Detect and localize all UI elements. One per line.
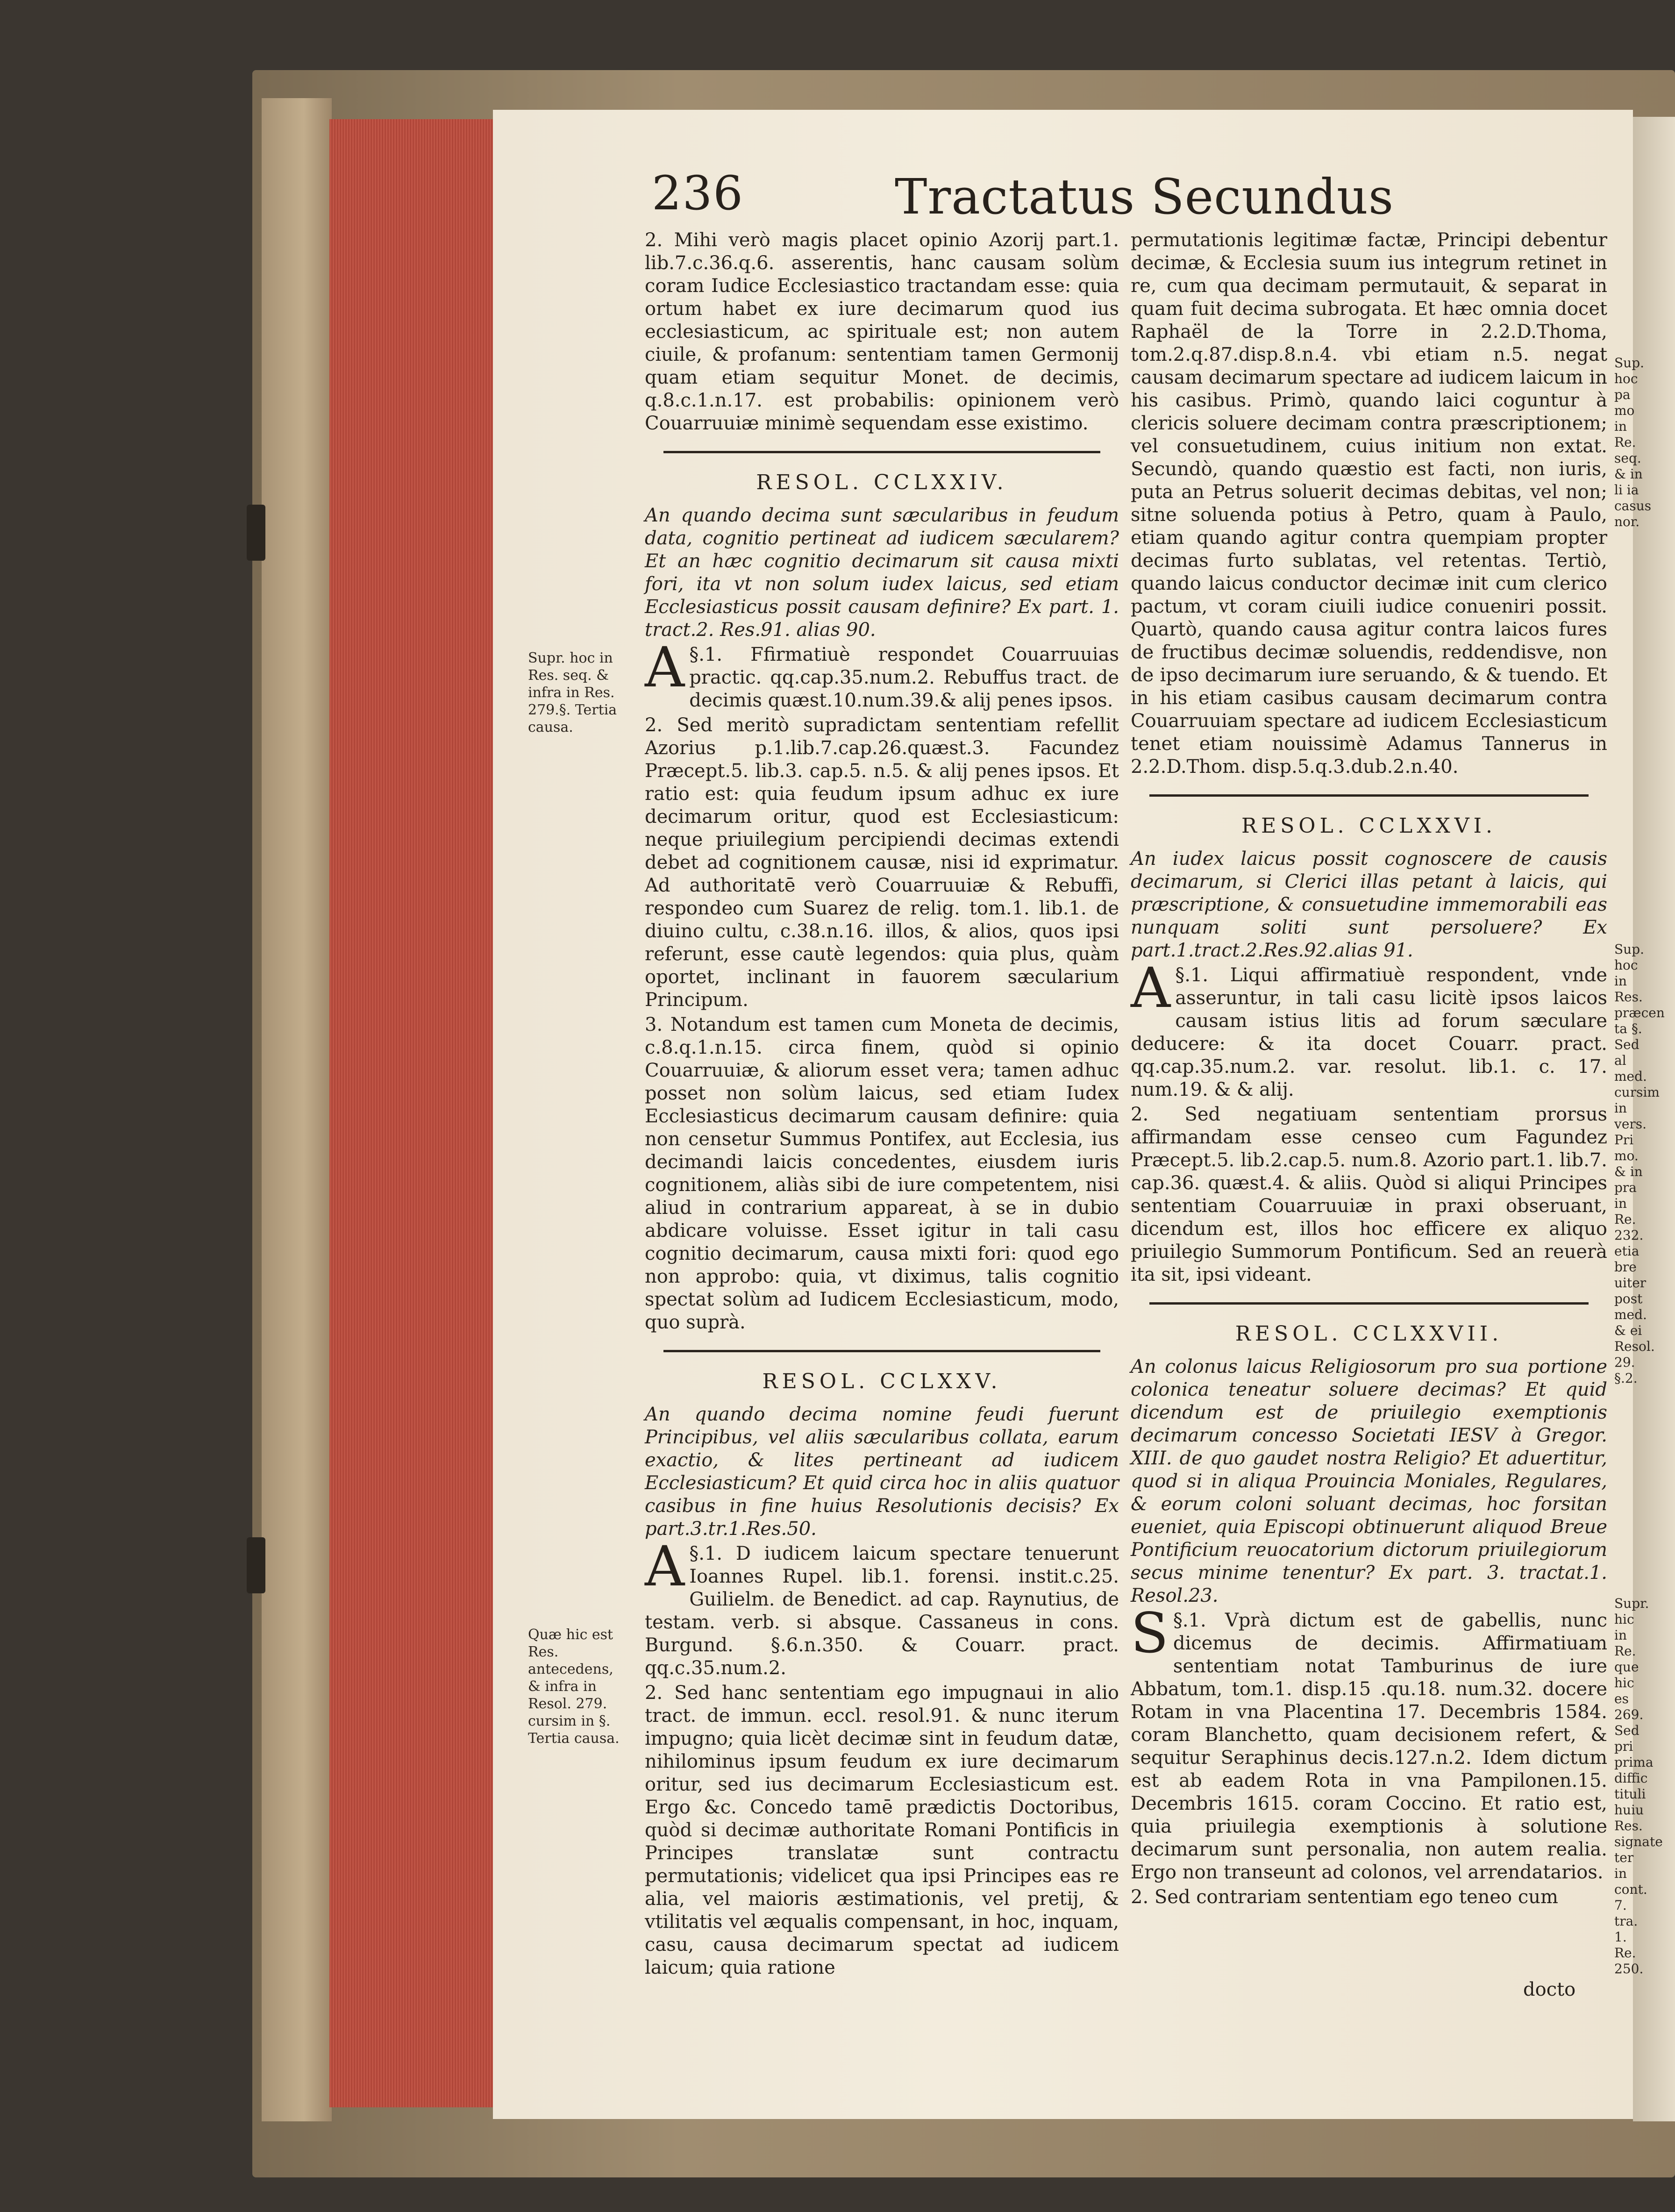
continuation-paragraph: permutationis legitimæ factæ, Principi debentur decimæ, & Ecclesia suum ius integrum retinet in re, cum qua decimam permutauit, & separat in quam fuit decima subrogata. Et hæc omnia docet Raphaël de la Torre in 2.2.D.Thoma, tom.2.q.87.disp.8.n.4. vbi etiam n.5. negat causam decimarum spectare ad iudicem laicum in his casibus. Primò, quando laici coguntur à clericis soluere decimam contra præscriptionem; vel consuetudinem, cuius initium non extat. Secundò, quando quæstio est facti, non iuris, puta an Petrus soluerit decimas debitas, vel non; sitne soluenda potius à Petro, quam à Paulo, etiam quando agitur contra quempiam propter decimas furto sublatas, vel retentas. Tertiò, quando laicus conductor decimæ init cum clerico pactum, vt coram ciuili iudice conueniri possit. Quartò, quando causa agitur contra laicos fures de fructibus decimæ soluendis, reddendisve, non de ipso decimarum iure seruando, & & tuendo. Et in his etiam casibus causam decimarum contra Couarruuiam spectare ad iudicem Ecclesiasticum tenet etiam nouissimè Adamus Tannerus in 2.2.D.Thom. disp.5.q.3.dub.2.n.40. [1131, 229, 1607, 778]
resol-275-p2: 2. Sed hanc sententiam ego impugnaui in alio tract. de immun. eccl. resol.91. & nunc iterum impugno; quia licèt decimæ sint in feudum datæ, nihilominus ipsum feudum ex iure decimarum oritur, sed ius decimarum Ecclesiasticum est. Ergo &c. Concedo tamē prædictis Doctoribus, quòd si decimæ authoritate Romani Pontificis in Principes translatæ sunt contractu permutationis; videlicet qua ipsi Principes eas re alia, vel maioris æstimationis, vel pretij, & vtilitatis vel æqualis compensant, in hoc, inquam, casu, causa decimarum spectat ad iudicem laicum; quia ratione [645, 1682, 1119, 1978]
resol-276-heading: RESOL. CCLXXVI. [1241, 814, 1497, 838]
resol-274-p3: 3. Notandum est tamen cum Moneta de decimis, c.8.q.1.n.15. circa finem, quòd si opinio Couarruuiæ, & aliorum esset vera; tamen adhuc posset non solùm laicus, sed etiam Iudex Ecclesiasticus decimarum causam definire: quia non censetur Summus Pontifex, aut Ecclesia, ius decimandi laicis concedentes, eiusdem iuris cognitionem, aliàs sibi de iure competentem, nisi aliud in contrarium appareat, à se in dubio abdicare voluisse. Esset igitur in tali casu cognitio decimarum, causa mixti fori: quod ego non approbo: quia, vt diximus, talis cognitio spectat solùm ad Iudicem Ecclesiasticum, modo, quo suprà. [645, 1014, 1119, 1333]
running-title: Tractatus Secundus [895, 168, 1394, 225]
resol-276-p2: 2. Sed negatiuam sententiam prorsus affirmandam esse censeo cum Fagundez Præcept.5. lib.2.cap.5. num.8. Azorio part.1. lib.7. cap.36. quæst.4. & aliis. Quòd si aliqui Principes sententiam Couarruuiæ in praxi obseruant, dicendum est, illos hoc efficere ex aliquo priuilegio Summorum Pontificum. Sed an reuerà ita sit, ipsi videant. [1131, 1104, 1607, 1285]
resol-276-s1 [1131, 956, 1607, 1101]
margin-note-right: Supr. hic in Re. que hic es 269. Sed pri prima diffic tituli huiu Res. signate ter in cont. 7. tra. 1. Re. 250. [1614, 1596, 1663, 1977]
resol-276-question: An iudex laicus possit cognoscere de causis decimarum, si Clerici illas petant à laicis, qui præscriptione, & consuetudine immemorabili eas nunquam soliti sunt persoluere? Ex part.1.tract.2.Res.92.alias 91. [1131, 848, 1607, 961]
margin-note-left: Supr. hoc in Res. seq. & infra in Res. 279.§. Tertia causa. [528, 650, 617, 735]
margin-note-right: Sup. hoc pa mo in Re. seq. & in li ia casus nor. [1614, 355, 1652, 529]
section-rule [663, 451, 1100, 453]
section-rule [663, 1350, 1100, 1352]
resol-277-question: An colonus laicus Religiosorum pro sua portione colonica teneatur soluere decimas? Et quid dicendum est de priuilegio exemptionis decimarum concesso Societati IESV à Gregor. XIII. de quo gaudet nostra Religio? Et aduertitur, quod si in aliqua Prouincia Moniales, Regulares, & eorum coloni soluant decimas, hoc forsitan eueniet, quia Episcopi obtinuerunt aliquod Breue Pontificium reuocatorium dictorum priuilegiorum secus minime tenentur? Ex part. 3. tractat.1. Resol.23. [1131, 1356, 1607, 1606]
section-label: §.1. [689, 644, 723, 665]
section-text: Ffirmatiuè respondet Couarruuias practic. qq.cap.35.num.2. Rebuffus tract. de decimis quæst.10.num.39.& alij penes ipsos. [689, 644, 1119, 711]
resol-274-heading: RESOL. CCLXXIV. [756, 471, 1008, 494]
resol-277-heading: RESOL. CCLXXVII. [1235, 1322, 1503, 1346]
drop-cap: A [1131, 956, 1171, 1020]
resol-277-p2: 2. Sed contrariam sententiam ego teneo cum [1131, 1886, 1558, 1908]
section-label: §.1. [689, 1543, 723, 1564]
section-rule [1149, 1302, 1589, 1305]
margin-note-right: Sup. hoc in Res. præcen ta §. Sed al med. cursim in vers. Pri mo. & in pra in Re. 232. etia bre uiter post med. & ei Resol. 29. §.2. [1614, 942, 1665, 1386]
section-label: §.1. [1175, 964, 1209, 986]
right-column [1131, 229, 1607, 1911]
section-text: D iudicem laicum spectare tenuerunt Ioannes Rupel. lib.1. forensi. instit.c.25. Guilielm. de Benedict. ad cap. Raynutius, de testam. verb. si absque. Cassaneus in cons. Burgund. §.6.n.350. & Couarr. pract. qq.c.35.num.2. [645, 1543, 1119, 1679]
red-page-edges [329, 119, 495, 2107]
left-column [645, 229, 1119, 1981]
margin-note-left: Quæ hic est Res. antecedens, & infra in Resol. 279. cursim in §. Tertia causa. [528, 1627, 620, 1747]
catchword: docto [1523, 1979, 1576, 2000]
section-text: Vprà dictum est de gabellis, nunc dicemus de decimis. Affirmatiuam sententiam notat Tamburinus de iure Abbatum, tom.1. disp.15 .qu.18. num.32. docere Rotam in vna Placentina 17. Decembris 1584. coram Blanchetto, quam decisionem refert, & sequitur Seraphinus decis.127.n.2. Idem dictum est ab eadem Rota in vna Pampilonen.15. Decembris 1615. coram Coccino. Et ratio est, quia priuilegia exemptionis à solutione decimarum sunt personalia, non autem realia. Ergo non transeunt ad colonos, vel arrendatarios. [1131, 1610, 1607, 1883]
resol-275-question: An quando decima nomine feudi fuerunt Principibus, vel aliis sæcularibus collata, earum exactio, & lites pertineant ad iudicem Ecclesiasticum? Et quid circa hoc in aliis quatuor casibus in fine huius Resolutionis decisis? Ex part.3.tr.1.Res.50. [645, 1404, 1119, 1540]
resol-274-question: An quando decima sunt sæcularibus in feudum data, cognitio pertineat ad iudicem sæcularem? Et an hæc cognitio decimarum sit causa mixti fori, ita vt non solum iudex laicus, sed etiam Ecclesiasticus possit causam definire? Ex part. 1. tract.2. Res.91. alias 90. [645, 505, 1119, 641]
clasp-lower [247, 1537, 265, 1593]
section-label: §.1. [1173, 1610, 1206, 1631]
book-page [493, 110, 1665, 2119]
resol-277-s1 [1131, 1601, 1607, 1884]
intro-paragraph: 2. Mihi verò magis placet opinio Azorij part.1. lib.7.c.36.q.6. asserentis, hanc causam solùm coram Iudice Ecclesiastico tractandam esse: quia ortum habet ex iure decimarum quod ius ecclesiasticum, ac spirituale est; non autem ciuile, & profanum: sententiam tamen Germonij quam etiam sequitur Monet. de decimis, q.8.c.1.n.17. est probabilis: opinionem verò Couarruuiæ minimè sequendam esse existimo. [645, 229, 1119, 434]
resol-275-s1 [645, 1534, 1119, 1680]
drop-cap: A [645, 1534, 685, 1598]
drop-cap: S [1131, 1601, 1169, 1665]
resol-274-s1 [645, 635, 1119, 712]
drop-cap: A [645, 635, 685, 699]
resol-274-p2: 2. Sed meritò supradictam sententiam refellit Azorius p.1.lib.7.cap.26.quæst.3. Facundez Præcept.5. lib.3. cap.5. n.5. & alij penes ipsos. Et ratio est: quia feudum ipsum adhuc ex iure decimarum oritur, quod est Ecclesiasticum: neque priuilegium percipiendi decimas extendi debet ad cognitionem causæ, nisi id exprimatur. Ad authoritatē verò Couarruuiæ & Rebuffi, respondeo cum Suarez de relig. tom.1. lib.1. de diuino cultu, c.38.n.16. illos, & alios, quos ipsi referunt, esse cautè legendos: quia plus, quàm oportet, inclinant in fauorem sæcularium Principum. [645, 714, 1119, 1011]
clasp-upper [247, 505, 265, 561]
section-rule [1149, 794, 1589, 797]
page-number: 236 [652, 166, 744, 221]
section-text: Liqui affirmatiuè respondent, vnde asseruntur, in tali casu licitè ipsos laicos causam istius litis ad forum sæculare deducere: & ita docet Couarr. pract. qq.cap.35.num.2. var. resolut. lib.1. c. 17. num.19. & & alij. [1131, 964, 1607, 1100]
resol-275-heading: RESOL. CCLXXV. [762, 1370, 1002, 1393]
binding-spine-edge [262, 98, 332, 2121]
